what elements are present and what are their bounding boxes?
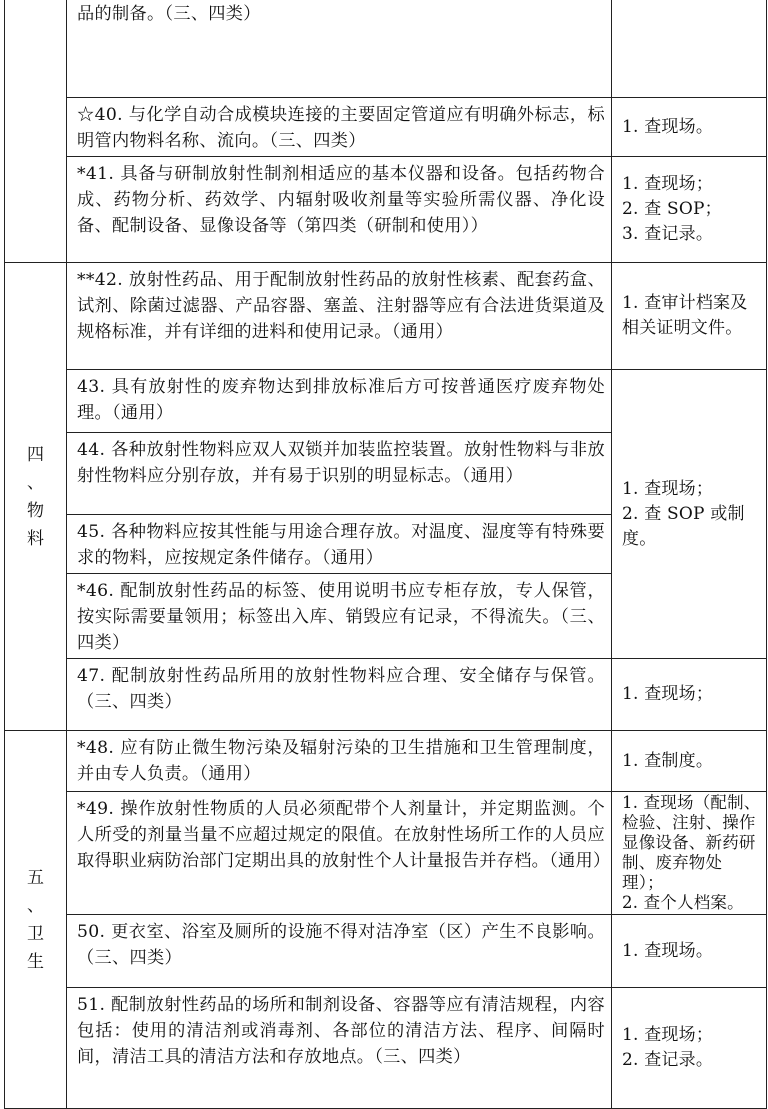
requirement-cell-42: **42. 放射性药品、用于配制放射性药品的放射性核素、配套药盒、试剂、除菌过滤器、产品容器、塞盖、注射器等应有合法进货渠道及规格标准，并有详细的进料和使用记录。（通用）: [67, 263, 612, 370]
category-char: 物: [27, 500, 44, 521]
table-row: [5, 659, 767, 731]
inspection-table: [4, 0, 767, 1109]
table-row: [5, 157, 767, 263]
check-method-cell-42: 1. 查审计档案及相关证明文件。: [612, 263, 767, 370]
check-method-cell-50: 1. 查现场。: [612, 915, 767, 988]
table-row: [5, 915, 767, 988]
check-method-cell-43-46: 1. 查现场； 2. 查 SOP 或制度。: [612, 370, 767, 659]
category-cell-empty: [5, 0, 67, 263]
table-row: [5, 792, 767, 915]
table-row: [5, 98, 767, 157]
category-char: 料: [27, 528, 44, 549]
table-row: [5, 988, 767, 1109]
requirement-cell-40: ☆40. 与化学自动合成模块连接的主要固定管道应有明确外标志，标明管内物料名称、流向。（三、四类）: [67, 98, 612, 157]
category-cell-materials: [5, 263, 67, 731]
requirement-cell-51: 51. 配制放射性药品的场所和制剂设备、容器等应有清洁规程，内容包括：使用的清洁剂或消毒剂、各部位的清洁方法、程序、间隔时间，清洁工具的清洁方法和存放地点。（三、四类）: [67, 988, 612, 1109]
check-method-cell-51: 1. 查现场； 2. 查记录。: [612, 988, 767, 1109]
check-method-cell-40: 1. 查现场。: [612, 98, 767, 157]
requirement-cell-47: 47. 配制放射性药品所用的放射性物料应合理、安全储存与保管。（三、四类）: [67, 659, 612, 731]
requirement-cell-45: 45. 各种物料应按其性能与用途合理存放。对温度、湿度等有特殊要求的物料，应按规定条件储存。（通用）: [67, 515, 612, 574]
requirement-cell-41: *41. 具备与研制放射性制剂相适应的基本仪器和设备。包括药物合成、药物分析、药效学、内辐射吸收剂量等实验所需仪器、净化设备、配制设备、显像设备等（第四类（研制和使用））: [67, 157, 612, 263]
requirement-cell-44: 44. 各种放射性物料应双人双锁并加装监控装置。放射性物料与非放射性物料应分别存放，并有易于识别的明显标志。（通用）: [67, 433, 612, 515]
category-cell-hygiene: [5, 731, 67, 1109]
category-char: 五: [27, 867, 44, 888]
category-char: 卫: [27, 923, 44, 944]
check-method-cell-48: 1. 查制度。: [612, 731, 767, 792]
category-char: 、: [27, 895, 44, 916]
check-method-cell-41: 1. 查现场； 2. 查 SOP； 3. 查记录。: [612, 157, 767, 263]
check-method-cell-39: [612, 0, 767, 98]
table-row: [5, 0, 767, 98]
requirement-cell-39: 品的制备。（三、四类）: [67, 0, 612, 98]
category-char: 生: [27, 951, 44, 972]
requirement-cell-46: *46. 配制放射性药品的标签、使用说明书应专柜存放，专人保管，按实际需要量领用；标签出入库、销毁应有记录，不得流失。（三、四类）: [67, 574, 612, 659]
check-method-cell-47: 1. 查现场；: [612, 659, 767, 731]
requirement-cell-49: *49. 操作放射性物质的人员必须配带个人剂量计，并定期监测。个人所受的剂量当量不应超过规定的限值。在放射性场所工作的人员应取得职业病防治部门定期出具的放射性个人计量报告并存档。（通用）: [67, 792, 612, 915]
category-char: 、: [27, 472, 44, 493]
requirement-cell-48: *48. 应有防止微生物污染及辐射污染的卫生措施和卫生管理制度，并由专人负责。（通用）: [67, 731, 612, 792]
requirement-cell-50: 50. 更衣室、浴室及厕所的设施不得对洁净室（区）产生不良影响。（三、四类）: [67, 915, 612, 988]
table-row: [5, 370, 767, 433]
table-row: [5, 731, 767, 792]
requirement-cell-43: 43. 具有放射性的废弃物达到排放标准后方可按普通医疗废弃物处理。（通用）: [67, 370, 612, 433]
table-row: [5, 263, 767, 370]
category-char: 四: [27, 444, 44, 465]
check-method-cell-49: 1. 查现场（配制、检验、注射、操作显像设备、新药研制、废弃物处理）； 2. 查个人档案。: [612, 792, 767, 915]
